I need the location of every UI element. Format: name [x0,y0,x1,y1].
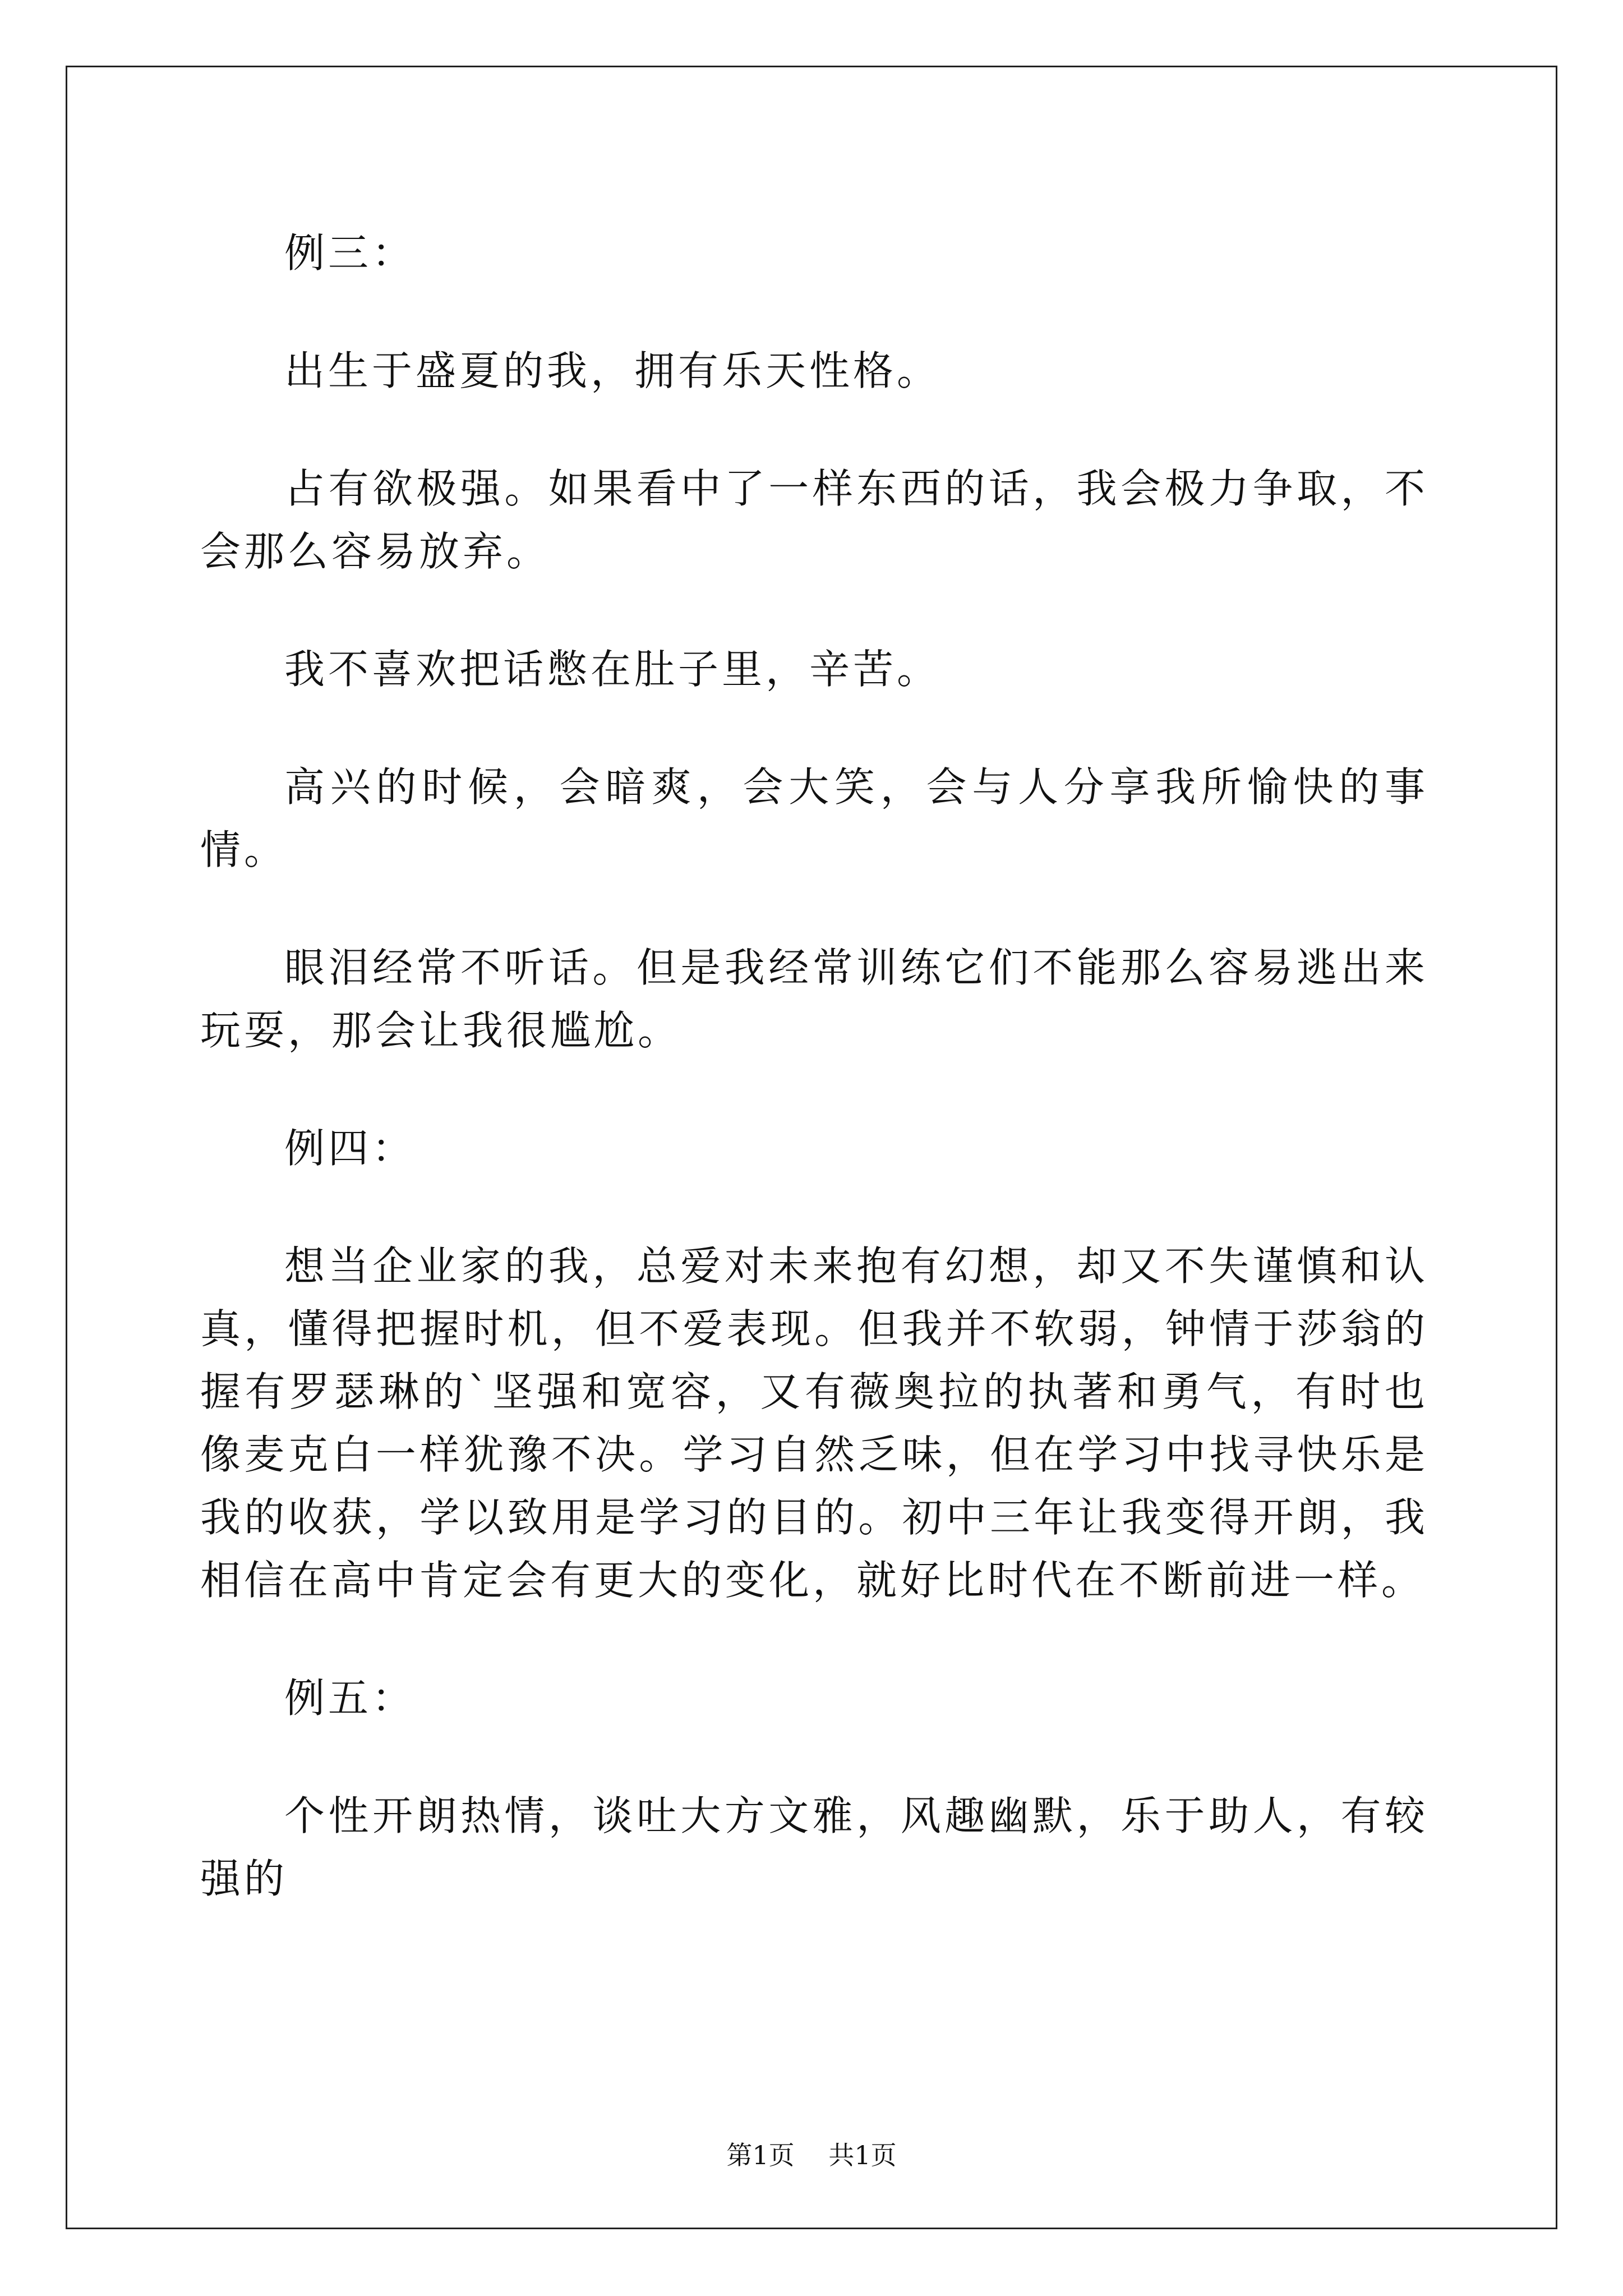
paragraph: 想当企业家的我，总爱对未来抱有幻想，却又不失谨慎和认真，懂得把握时机，但不爱表现。但我并不软弱，钟情于莎翁的握有罗瑟琳的`坚强和宽容，又有薇奥拉的执著和勇气，有时也像麦克白一样犹豫不决。学习自然乏味，但在学习中找寻快乐是我的收获，学以致用是学习的目的。初中三年让我变得开朗，我相信在高中肯定会有更大的变化，就好比时代在不断前进一样。 [200,1243,1428,1604]
paragraph: 个性开朗热情，谈吐大方文雅，风趣幽默，乐于助人，有较强的 [200,1792,1428,1902]
paragraph: 眼泪经常不听话。但是我经常训练它们不能那么容易逃出来玩耍，那会让我很尴尬。 [200,944,1428,1054]
heading-example-three: 例三： [284,229,416,277]
document-body [200,222,1428,1910]
paragraph: 高兴的时候，会暗爽，会大笑，会与人分享我所愉快的事情。 [200,763,1428,873]
page-footer [0,2138,1623,2172]
heading-example-four: 例四： [284,1125,416,1172]
paragraph: 占有欲极强。如果看中了一样东西的话，我会极力争取，不会那么容易放弃。 [200,465,1428,575]
paragraph: 我不喜欢把话憋在肚子里，辛苦。 [284,646,941,693]
page-number-current: 第1页 [726,2140,795,2170]
page-number-total: 共1页 [828,2140,897,2170]
heading-example-five: 例五： [284,1674,416,1722]
paragraph: 出生于盛夏的我，拥有乐天性格。 [284,347,941,394]
